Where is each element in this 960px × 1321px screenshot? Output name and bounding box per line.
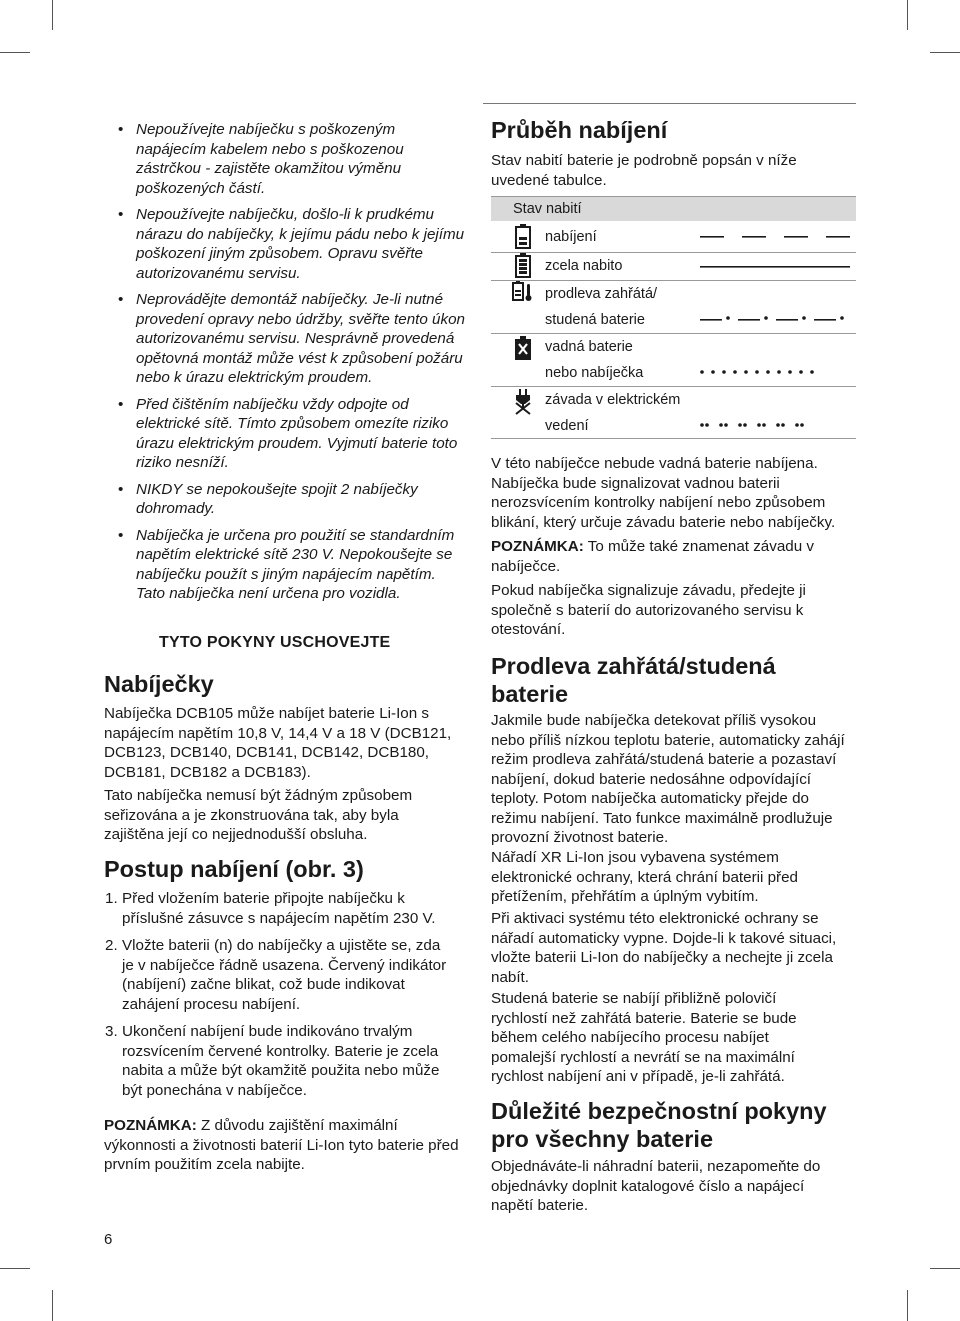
list-item: • Neprovádějte demontáž nabíječky. Je-li nutné provedení opravy nebo údržby, svěřte tento úkon autorizovanému servisu. Nesprávně provedená opětovná montáž může vést k způsobení požáru nebo k úrazu elektrickým proudem. <box>116 290 466 388</box>
status-table-header <box>491 196 856 221</box>
note-text: Z důvodu zajištění maximální výkonnosti a životnosti baterií Li-Ion tyto baterie před prvním použitím zcela nabijte. <box>104 1117 459 1173</box>
note-paragraph <box>491 537 836 576</box>
blink-pattern-charging <box>696 230 856 242</box>
blink-pattern-temp-delay <box>696 313 856 325</box>
blink-pattern-line-fault <box>696 419 856 431</box>
status-header-label: Stav nabití <box>513 201 582 217</box>
battery-charging-icon <box>511 224 535 250</box>
note-label: POZNÁMKA: <box>104 1117 197 1134</box>
status-row-line-fault <box>491 387 856 439</box>
step-text: Před vložením baterie připojte nabíječku k příslušné zásuvce s napájecím napětím 230 V. <box>122 890 436 927</box>
safety-heading: Důležité bezpečnostní pokyny pro všechny baterie <box>491 1098 827 1152</box>
delay-paragraph: Jakmile bude nabíječka detekovat příliš vysokou nebo příliš nízkou teplotu baterie, automaticky zahájí režim prodleva zahřátá/studená baterie a pozastaví nabíjení, dokud baterie nedosáhne odpovídající teploty. Potom nabíječka automaticky přejde do režimu nabíjení. Tato funkce maximálně prodlužuje provozní životnost baterie. <box>491 712 845 846</box>
list-item: • Nepoužívejte nabíječku s poškozeným napájecím kabelem nebo s poškozenou zástrčkou - zajistěte okamžitou výměnu poškozených částí. <box>116 120 466 198</box>
status-label: prodleva zahřátá/ <box>545 286 658 302</box>
status-label: studená baterie <box>545 312 645 328</box>
plug-fault-icon <box>511 389 535 415</box>
blink-pattern-bad-battery <box>696 366 856 378</box>
status-row-full <box>491 253 856 281</box>
note-text: To může také znamenat závadu v nabíječce. <box>491 538 815 575</box>
status-label: vadná baterie <box>545 339 633 355</box>
status-label: zcela nabito <box>545 258 623 274</box>
step-text: Vložte baterii (n) do nabíječky a ujistěte se, zda je v nabíječce řádně usazena. Červený indikátor (nabíjení) začne blikat, což bude indikovat zahájení procesu nabíjení. <box>122 937 447 1013</box>
battery-fault-icon <box>511 336 535 362</box>
status-row-bad-battery <box>491 334 856 387</box>
progress-heading: Průběh nabíjení <box>491 117 668 143</box>
list-item: • Nabíječka je určena pro použití se standardním napětím elektrické sítě 230 V. Nepokoušejte se nabíječku použít s jiným napájecím napětím. Tato nabíječka není určena pro vozidla. <box>116 526 466 604</box>
progress-intro: Stav nabití baterie je podrobně popsán v níže uvedené tabulce. <box>491 152 797 189</box>
list-item <box>92 1022 454 1100</box>
note-label: POZNÁMKA: <box>491 538 584 555</box>
crop-mark <box>0 1268 30 1269</box>
crop-mark <box>907 1290 908 1321</box>
list-item <box>92 889 454 928</box>
crop-mark <box>907 0 908 30</box>
header-rule <box>483 103 856 104</box>
battery-full-icon <box>511 253 535 279</box>
status-row-charging <box>491 222 856 253</box>
fault-service-paragraph: Pokud nabíječka signalizuje závadu, předejte ji společně s baterií do autorizovaného servisu k otestování. <box>491 582 806 638</box>
chargers-paragraph: Nabíječka DCB105 může nabíjet baterie Li-Ion s napájecím napětím 10,8 V, 14,4 V a 18 V (DCB121, DCB123, DCB140, DCB141, DCB142, DCB180, DCB181, DCB182 a DCB183). <box>104 705 452 781</box>
fault-description: V této nabíječce nebude vadná baterie nabíjena. Nabíječka bude signalizovat vadnou baterii nerozsvícením kontrolky nabíjení nebo způsobem blikání, který určuje závadu baterie nebo nabíječky. <box>491 455 836 531</box>
step-number: 3. <box>105 1023 118 1040</box>
list-item: • Před čištěním nabíječku vždy odpojte od elektrické sítě. Tímto způsobem omezíte riziko úrazu elektrickým proudem. Vyjmutí baterie toto riziko nesníží. <box>116 395 466 473</box>
crop-mark <box>930 1268 960 1269</box>
status-row-temp-delay <box>491 281 856 334</box>
list-item: • NIKDY se nepokoušejte spojit 2 nabíječky dohromady. <box>116 480 466 519</box>
list-item <box>92 936 454 1014</box>
delay-paragraph: Při aktivaci systému této elektronické ochrany se nářadí automaticky vypne. Dojde-li k takové situaci, vložte baterii Li-Ion do nabíječky a nechejte ji zcela nabít. <box>491 910 837 986</box>
status-label: vedení <box>545 418 589 434</box>
crop-mark <box>52 0 53 30</box>
step-text: Ukončení nabíjení bude indikováno trvalým rozsvícením červené kontrolky. Baterie je zcela nabita a může být okamžitě použita nebo může být ponechána v nabíječce. <box>122 1023 440 1099</box>
step-number: 1. <box>105 890 118 907</box>
safety-paragraph: Objednáváte-li náhradní baterii, nezapomeňte do objednávky doplnit katalogové číslo a napájecí napětí baterie. <box>491 1158 821 1214</box>
chargers-heading: Nabíječky <box>104 671 214 697</box>
chargers-paragraph: Tato nabíječka nemusí být žádným způsobem seřizována a je zkonstruována tak, aby byla zajištěna její co nejjednodušší obsluha. <box>104 787 413 843</box>
crop-mark <box>930 52 960 53</box>
keep-instructions-heading: TYTO POKYNY USCHOVEJTE <box>159 634 391 651</box>
delay-paragraph: Nářadí XR Li-Ion jsou vybavena systémem elektronické ochrany, která chrání baterii před přetížením, přehřátím a úplným vybitím. <box>491 849 798 905</box>
page-number: 6 <box>104 1231 113 1248</box>
status-label: nabíjení <box>545 229 597 245</box>
status-label: závada v elektrickém <box>545 392 681 408</box>
crop-mark <box>0 52 30 53</box>
blink-pattern-full <box>696 260 856 272</box>
status-label: nebo nabíječka <box>545 365 644 381</box>
procedure-steps <box>92 889 454 1108</box>
note-paragraph <box>104 1116 459 1175</box>
crop-mark <box>52 1290 53 1321</box>
delay-heading: Prodleva zahřátá/studená baterie <box>491 653 776 707</box>
step-number: 2. <box>105 937 118 954</box>
procedure-heading: Postup nabíjení (obr. 3) <box>104 856 364 882</box>
list-item: • Nepoužívejte nabíječku, došlo-li k prudkému nárazu do nabíječky, k jejímu pádu nebo k jejímu poškození jiným způsobem. Opravu svěřte autorizovanému servisu. <box>116 205 466 283</box>
delay-paragraph: Studená baterie se nabíjí přibližně polovičí rychlostí než zahřátá baterie. Baterie se bude během celého nabíjecího procesu nabíjet pomalejší rychlostí a nevrátí se na maximální rychlost nabíjení ani v případě, je-li zahřátá. <box>491 990 797 1085</box>
safety-bullet-list <box>116 120 466 611</box>
battery-temperature-icon <box>511 281 535 307</box>
